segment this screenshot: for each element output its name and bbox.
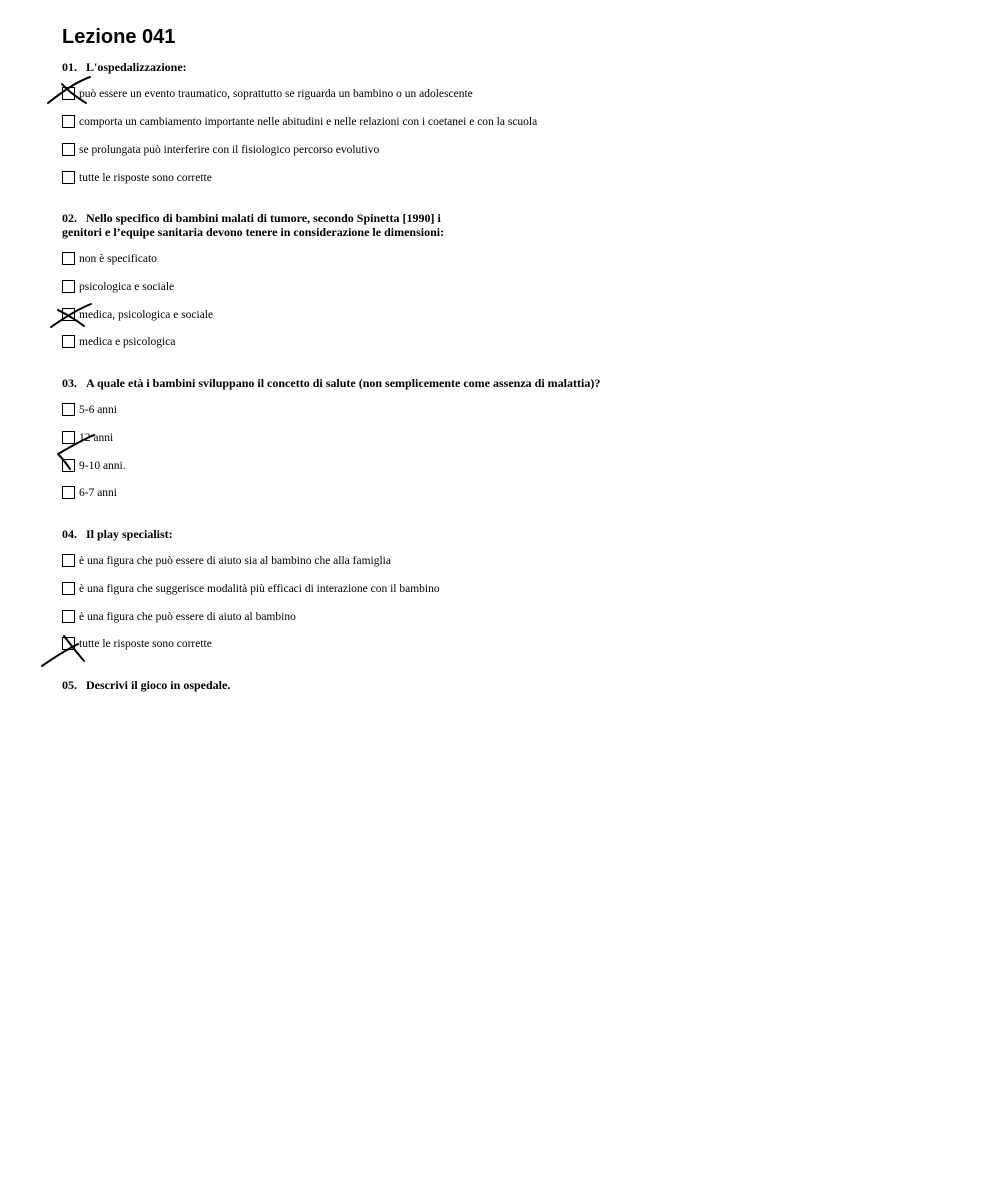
checkbox[interactable] <box>62 637 75 650</box>
option-label: 5-6 anni <box>79 403 118 416</box>
q2-option-2[interactable] <box>62 279 174 294</box>
checkbox[interactable] <box>62 87 75 100</box>
checkbox[interactable] <box>62 171 75 184</box>
q3-option-3[interactable] <box>62 458 126 473</box>
checkbox[interactable] <box>62 582 75 595</box>
q3-option-4[interactable] <box>62 485 117 500</box>
question-05 <box>62 678 230 692</box>
q1-option-1[interactable] <box>62 86 473 101</box>
question-01 <box>62 60 187 74</box>
checkbox[interactable] <box>62 459 75 472</box>
question-text: A quale età i bambini sviluppano il concetto di salute (non semplicemente come assenza di malattia)? <box>86 376 601 390</box>
q2-option-1[interactable] <box>62 251 157 266</box>
option-label: medica e psicologica <box>79 335 176 348</box>
option-label: 12 anni <box>79 431 114 444</box>
option-label: 9-10 anni. <box>79 459 126 472</box>
q2-option-4[interactable] <box>62 334 175 349</box>
q4-option-2[interactable] <box>62 581 440 596</box>
option-label: 6-7 anni <box>79 486 118 499</box>
question-text-line-1: Nello specifico di bambini malati di tumore, secondo Spinetta [1990] i <box>86 211 441 225</box>
q4-option-3[interactable] <box>62 609 296 624</box>
option-label: è una figura che può essere di aiuto sia al bambino che alla famiglia <box>79 554 391 567</box>
question-04 <box>62 527 173 541</box>
q4-option-4[interactable] <box>62 636 212 651</box>
checkbox[interactable] <box>62 280 75 293</box>
option-label: tutte le risposte sono corrette <box>79 637 212 650</box>
question-number: 01. <box>62 60 77 74</box>
question-text: Descrivi il gioco in ospedale. <box>86 678 231 692</box>
q3-option-2[interactable] <box>62 430 113 445</box>
question-02 <box>62 211 444 239</box>
q1-option-4[interactable] <box>62 170 212 185</box>
question-text-line-2: genitori e l’equipe sanitaria devono tenere in considerazione le dimensioni: <box>62 225 445 239</box>
checkbox[interactable] <box>62 143 75 156</box>
checkbox[interactable] <box>62 486 75 499</box>
option-label: tutte le risposte sono corrette <box>79 171 212 184</box>
checkbox[interactable] <box>62 431 75 444</box>
q1-option-2[interactable] <box>62 114 537 129</box>
question-number: 03. <box>62 376 77 390</box>
checkbox[interactable] <box>62 403 75 416</box>
option-label: è una figura che può essere di aiuto al bambino <box>79 610 296 623</box>
option-label: psicologica e sociale <box>79 280 175 293</box>
option-label: non è specificato <box>79 252 157 265</box>
q2-option-3[interactable] <box>62 307 213 322</box>
question-03 <box>62 376 600 390</box>
option-label: se prolungata può interferire con il fisiologico percorso evolutivo <box>79 143 380 156</box>
q1-option-3[interactable] <box>62 142 379 157</box>
checkbox[interactable] <box>62 115 75 128</box>
option-label: comporta un cambiamento importante nelle abitudini e nelle relazioni con i coetanei e con la scuola <box>79 115 538 128</box>
checkbox[interactable] <box>62 252 75 265</box>
checkbox[interactable] <box>62 554 75 567</box>
question-text: Il play specialist: <box>86 527 173 541</box>
q4-option-1[interactable] <box>62 553 391 568</box>
page-title: Lezione 041 <box>62 26 176 48</box>
question-number: 02. <box>62 211 77 225</box>
checkbox[interactable] <box>62 610 75 623</box>
q3-option-1[interactable] <box>62 402 117 417</box>
option-label: può essere un evento traumatico, soprattutto se riguarda un bambino o un adolescente <box>79 87 473 100</box>
option-label: medica, psicologica e sociale <box>79 308 214 321</box>
question-text: L'ospedalizzazione: <box>86 60 187 74</box>
checkbox[interactable] <box>62 335 75 348</box>
option-label: è una figura che suggerisce modalità più efficaci di interazione con il bambino <box>79 582 440 595</box>
question-number: 05. <box>62 678 77 692</box>
checkbox[interactable] <box>62 308 75 321</box>
question-number: 04. <box>62 527 77 541</box>
